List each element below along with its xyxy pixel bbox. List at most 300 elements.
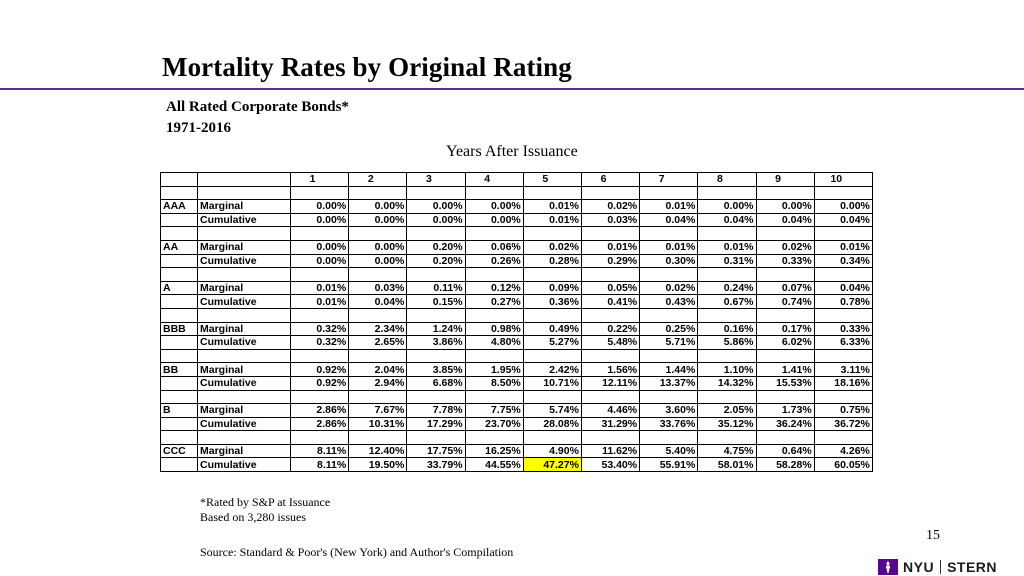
logo-separator — [940, 560, 941, 574]
rate-cell: 5.71% — [640, 336, 698, 350]
source-note: Source: Standard & Poor's (New York) and Author's Compilation — [200, 545, 514, 559]
rate-cell: 0.01% — [640, 240, 698, 254]
table-period: 1971-2016 — [166, 120, 231, 136]
rate-cell: 0.24% — [698, 281, 756, 295]
rate-cell: 0.01% — [291, 295, 349, 309]
empty-cell — [698, 390, 756, 404]
rate-cell: 0.00% — [349, 254, 407, 268]
rate-cell: 4.26% — [814, 444, 872, 458]
spacer-row — [161, 227, 873, 241]
empty-cell — [814, 186, 872, 200]
rate-cell: 0.41% — [581, 295, 639, 309]
empty-cell — [198, 431, 291, 445]
rate-cell: 0.22% — [581, 322, 639, 336]
empty-cell — [291, 390, 349, 404]
rate-cell: 0.33% — [756, 254, 814, 268]
rate-cell: 0.12% — [465, 281, 523, 295]
rate-type-cell: Cumulative — [198, 213, 291, 227]
rate-cell: 0.00% — [465, 213, 523, 227]
empty-cell — [349, 268, 407, 282]
table-row — [161, 213, 873, 227]
empty-cell — [161, 431, 198, 445]
empty-cell — [814, 390, 872, 404]
rate-type-cell: Cumulative — [198, 376, 291, 390]
empty-cell — [407, 431, 465, 445]
rate-cell: 0.01% — [640, 200, 698, 214]
empty-cell — [465, 186, 523, 200]
rate-cell: 0.09% — [523, 281, 581, 295]
rate-cell: 1.10% — [698, 363, 756, 377]
rate-type-cell: Cumulative — [198, 417, 291, 431]
empty-cell — [581, 268, 639, 282]
spacer-row — [161, 186, 873, 200]
rate-cell: 7.75% — [465, 404, 523, 418]
slide-title: Mortality Rates by Original Rating — [162, 52, 572, 82]
rate-cell: 7.78% — [407, 404, 465, 418]
table-row — [161, 404, 873, 418]
empty-cell — [756, 186, 814, 200]
rate-cell: 1.95% — [465, 363, 523, 377]
empty-cell — [698, 186, 756, 200]
empty-cell — [756, 431, 814, 445]
rate-cell: 0.30% — [640, 254, 698, 268]
rate-cell: 0.33% — [814, 322, 872, 336]
empty-cell — [640, 186, 698, 200]
year-header: 7 — [640, 173, 698, 187]
rate-cell: 0.29% — [581, 254, 639, 268]
rate-cell: 0.00% — [291, 200, 349, 214]
rate-cell: 2.34% — [349, 322, 407, 336]
rate-cell: 15.53% — [756, 376, 814, 390]
rate-cell: 0.49% — [523, 322, 581, 336]
empty-cell — [291, 349, 349, 363]
rate-cell: 5.27% — [523, 336, 581, 350]
empty-cell — [198, 227, 291, 241]
rate-cell: 0.04% — [349, 295, 407, 309]
rate-cell: 0.31% — [698, 254, 756, 268]
rate-cell: 0.00% — [407, 213, 465, 227]
rate-cell: 0.01% — [291, 281, 349, 295]
empty-cell — [698, 349, 756, 363]
rate-type-cell: Cumulative — [198, 295, 291, 309]
rate-cell: 53.40% — [581, 458, 639, 472]
rate-cell: 4.75% — [698, 444, 756, 458]
rate-cell: 0.06% — [465, 240, 523, 254]
rate-cell: 0.25% — [640, 322, 698, 336]
year-header: 9 — [756, 173, 814, 187]
rate-cell: 23.70% — [465, 417, 523, 431]
rate-cell: 0.01% — [523, 200, 581, 214]
rate-cell: 4.46% — [581, 404, 639, 418]
rate-cell: 0.00% — [814, 200, 872, 214]
empty-cell — [465, 227, 523, 241]
rate-cell: 1.41% — [756, 363, 814, 377]
rate-cell: 10.31% — [349, 417, 407, 431]
rate-cell: 0.92% — [291, 363, 349, 377]
rating-cell — [161, 336, 198, 350]
rate-cell: 5.40% — [640, 444, 698, 458]
rate-cell: 0.05% — [581, 281, 639, 295]
rate-cell: 0.98% — [465, 322, 523, 336]
rate-cell: 12.11% — [581, 376, 639, 390]
rate-type-cell: Marginal — [198, 404, 291, 418]
rate-cell: 0.00% — [756, 200, 814, 214]
rate-cell: 0.36% — [523, 295, 581, 309]
rate-cell: 3.86% — [407, 336, 465, 350]
rate-type-cell: Marginal — [198, 322, 291, 336]
empty-cell — [465, 308, 523, 322]
rate-cell: 0.20% — [407, 240, 465, 254]
year-header: 6 — [581, 173, 639, 187]
rate-cell: 0.04% — [814, 213, 872, 227]
spacer-row — [161, 390, 873, 404]
rate-cell: 0.92% — [291, 376, 349, 390]
empty-cell — [581, 431, 639, 445]
rate-cell: 10.71% — [523, 376, 581, 390]
year-header: 5 — [523, 173, 581, 187]
rating-cell: AAA — [161, 200, 198, 214]
table-row — [161, 444, 873, 458]
rate-cell: 0.02% — [640, 281, 698, 295]
logo-stern-text: STERN — [947, 559, 998, 575]
empty-cell — [640, 390, 698, 404]
rate-type-cell: Marginal — [198, 444, 291, 458]
rate-cell: 0.32% — [291, 322, 349, 336]
empty-cell — [161, 308, 198, 322]
table-row — [161, 376, 873, 390]
rate-cell: 2.86% — [291, 404, 349, 418]
rate-cell: 0.00% — [698, 200, 756, 214]
table-row — [161, 322, 873, 336]
rate-cell: 6.68% — [407, 376, 465, 390]
rate-cell: 14.32% — [698, 376, 756, 390]
rate-cell: 4.90% — [523, 444, 581, 458]
mortality-table — [160, 172, 873, 472]
empty-cell — [161, 349, 198, 363]
rate-type-cell: Cumulative — [198, 254, 291, 268]
rate-cell: 6.33% — [814, 336, 872, 350]
rate-type-cell: Marginal — [198, 240, 291, 254]
rating-cell — [161, 213, 198, 227]
empty-cell — [640, 349, 698, 363]
year-header: 2 — [349, 173, 407, 187]
rate-type-cell: Marginal — [198, 200, 291, 214]
empty-cell — [407, 268, 465, 282]
empty-cell — [407, 349, 465, 363]
empty-cell — [814, 431, 872, 445]
rate-cell: 5.74% — [523, 404, 581, 418]
empty-cell — [523, 431, 581, 445]
empty-cell — [814, 268, 872, 282]
rate-cell: 0.28% — [523, 254, 581, 268]
rate-cell: 33.76% — [640, 417, 698, 431]
empty-cell — [581, 227, 639, 241]
year-header: 3 — [407, 173, 465, 187]
rate-cell: 17.75% — [407, 444, 465, 458]
rate-cell: 2.04% — [349, 363, 407, 377]
rate-cell: 0.17% — [756, 322, 814, 336]
rating-cell: CCC — [161, 444, 198, 458]
empty-cell — [756, 390, 814, 404]
spacer-row — [161, 308, 873, 322]
empty-cell — [291, 308, 349, 322]
rate-cell: 16.25% — [465, 444, 523, 458]
empty-cell — [161, 268, 198, 282]
table-row — [161, 336, 873, 350]
rate-cell: 33.79% — [407, 458, 465, 472]
rate-cell: 0.34% — [814, 254, 872, 268]
rate-cell: 11.62% — [581, 444, 639, 458]
rate-cell: 0.07% — [756, 281, 814, 295]
empty-cell — [198, 186, 291, 200]
empty-cell — [291, 227, 349, 241]
rate-cell: 3.60% — [640, 404, 698, 418]
rate-cell: 0.78% — [814, 295, 872, 309]
table-row — [161, 417, 873, 431]
rate-cell: 31.29% — [581, 417, 639, 431]
rate-cell: 0.00% — [291, 240, 349, 254]
empty-cell — [698, 268, 756, 282]
empty-cell — [161, 390, 198, 404]
empty-cell — [198, 390, 291, 404]
rate-cell: 0.74% — [756, 295, 814, 309]
rate-cell: 12.40% — [349, 444, 407, 458]
rate-cell: 8.11% — [291, 458, 349, 472]
rate-cell: 0.20% — [407, 254, 465, 268]
table-row — [161, 363, 873, 377]
year-header: 8 — [698, 173, 756, 187]
rating-cell — [161, 376, 198, 390]
empty-cell — [640, 431, 698, 445]
rate-cell: 44.55% — [465, 458, 523, 472]
rating-cell — [161, 417, 198, 431]
rate-cell: 0.67% — [698, 295, 756, 309]
rate-cell: 2.42% — [523, 363, 581, 377]
rate-cell: 1.73% — [756, 404, 814, 418]
spacer-row — [161, 268, 873, 282]
rate-cell: 0.11% — [407, 281, 465, 295]
rate-type-cell: Marginal — [198, 363, 291, 377]
rate-cell: 0.00% — [291, 254, 349, 268]
rate-cell: 35.12% — [698, 417, 756, 431]
rate-cell: 1.44% — [640, 363, 698, 377]
footnote-issue-count: Based on 3,280 issues — [200, 510, 306, 524]
empty-cell — [198, 308, 291, 322]
empty-cell — [198, 268, 291, 282]
rating-cell: BBB — [161, 322, 198, 336]
spacer-row — [161, 349, 873, 363]
empty-cell — [756, 227, 814, 241]
empty-cell — [523, 268, 581, 282]
logo-nyu-text: NYU — [903, 559, 935, 575]
rate-cell: 0.15% — [407, 295, 465, 309]
rate-cell: 0.02% — [523, 240, 581, 254]
empty-cell — [407, 390, 465, 404]
rating-cell: A — [161, 281, 198, 295]
rate-cell: 0.04% — [814, 281, 872, 295]
empty-cell — [523, 308, 581, 322]
rate-cell: 0.02% — [581, 200, 639, 214]
rate-cell: 58.01% — [698, 458, 756, 472]
empty-cell — [465, 349, 523, 363]
rate-type-cell: Cumulative — [198, 458, 291, 472]
years-axis-label: Years After Issuance — [446, 143, 578, 160]
rate-cell: 0.01% — [523, 213, 581, 227]
rate-cell: 0.00% — [465, 200, 523, 214]
rate-cell: 55.91% — [640, 458, 698, 472]
rate-cell: 6.02% — [756, 336, 814, 350]
rating-cell — [161, 254, 198, 268]
empty-cell — [640, 227, 698, 241]
rating-cell — [161, 458, 198, 472]
empty-cell — [349, 227, 407, 241]
empty-cell — [349, 186, 407, 200]
rate-cell: 8.11% — [291, 444, 349, 458]
empty-cell — [349, 390, 407, 404]
rate-cell: 0.00% — [349, 240, 407, 254]
rate-cell: 5.86% — [698, 336, 756, 350]
table-row — [161, 200, 873, 214]
rate-cell: 19.50% — [349, 458, 407, 472]
rating-cell: AA — [161, 240, 198, 254]
empty-cell — [523, 349, 581, 363]
rate-cell: 0.32% — [291, 336, 349, 350]
rate-type-cell: Cumulative — [198, 336, 291, 350]
table-row — [161, 458, 873, 472]
rate-cell: 2.05% — [698, 404, 756, 418]
empty-cell — [465, 431, 523, 445]
nyu-stern-logo — [878, 558, 997, 576]
rate-cell: 0.04% — [640, 213, 698, 227]
empty-cell — [640, 268, 698, 282]
mortality-table-body — [161, 173, 873, 472]
rate-cell: 13.37% — [640, 376, 698, 390]
empty-cell — [814, 227, 872, 241]
rate-cell: 2.94% — [349, 376, 407, 390]
rating-cell: BB — [161, 363, 198, 377]
empty-cell — [291, 268, 349, 282]
page-number: 15 — [926, 528, 940, 543]
rate-cell: 18.16% — [814, 376, 872, 390]
rate-cell: 0.00% — [291, 213, 349, 227]
header-blank-cell — [161, 173, 198, 187]
table-row — [161, 281, 873, 295]
empty-cell — [407, 308, 465, 322]
rate-cell: 36.72% — [814, 417, 872, 431]
empty-cell — [698, 431, 756, 445]
table-row — [161, 254, 873, 268]
rate-cell: 3.85% — [407, 363, 465, 377]
empty-cell — [756, 349, 814, 363]
empty-cell — [756, 308, 814, 322]
year-header: 1 — [291, 173, 349, 187]
rate-cell: 0.02% — [756, 240, 814, 254]
empty-cell — [349, 349, 407, 363]
empty-cell — [465, 268, 523, 282]
rate-cell: 4.80% — [465, 336, 523, 350]
footnote-rated-by: *Rated by S&P at Issuance — [200, 495, 331, 509]
table-subtitle: All Rated Corporate Bonds* — [166, 99, 349, 115]
empty-cell — [581, 349, 639, 363]
rate-cell: 0.04% — [756, 213, 814, 227]
rate-cell: 0.16% — [698, 322, 756, 336]
empty-cell — [349, 431, 407, 445]
rate-cell: 0.00% — [407, 200, 465, 214]
empty-cell — [756, 268, 814, 282]
rate-cell: 7.67% — [349, 404, 407, 418]
empty-cell — [581, 186, 639, 200]
empty-cell — [291, 431, 349, 445]
year-header: 10 — [814, 173, 872, 187]
table-row — [161, 295, 873, 309]
title-divider — [0, 88, 1024, 90]
rate-cell: 0.64% — [756, 444, 814, 458]
rate-cell: 17.29% — [407, 417, 465, 431]
empty-cell — [523, 227, 581, 241]
empty-cell — [640, 308, 698, 322]
rate-cell: 0.26% — [465, 254, 523, 268]
rate-cell: 0.03% — [349, 281, 407, 295]
rate-cell: 1.24% — [407, 322, 465, 336]
highlighted-rate-cell: 47.27% — [523, 458, 581, 472]
rate-cell: 0.00% — [349, 200, 407, 214]
year-header: 4 — [465, 173, 523, 187]
empty-cell — [698, 308, 756, 322]
empty-cell — [581, 390, 639, 404]
rate-cell: 2.65% — [349, 336, 407, 350]
rate-cell: 0.03% — [581, 213, 639, 227]
rate-cell: 36.24% — [756, 417, 814, 431]
rate-cell: 8.50% — [465, 376, 523, 390]
rate-cell: 0.43% — [640, 295, 698, 309]
rate-cell: 0.75% — [814, 404, 872, 418]
rate-cell: 28.08% — [523, 417, 581, 431]
empty-cell — [198, 349, 291, 363]
empty-cell — [523, 186, 581, 200]
rate-cell: 0.01% — [814, 240, 872, 254]
header-blank-cell — [198, 173, 291, 187]
rate-cell: 0.04% — [698, 213, 756, 227]
empty-cell — [407, 227, 465, 241]
empty-cell — [698, 227, 756, 241]
torch-icon — [878, 559, 898, 575]
empty-cell — [291, 186, 349, 200]
rate-cell: 0.00% — [349, 213, 407, 227]
rate-type-cell: Marginal — [198, 281, 291, 295]
empty-cell — [349, 308, 407, 322]
empty-cell — [814, 308, 872, 322]
rating-cell — [161, 295, 198, 309]
rate-cell: 60.05% — [814, 458, 872, 472]
empty-cell — [814, 349, 872, 363]
rate-cell: 1.56% — [581, 363, 639, 377]
empty-cell — [523, 390, 581, 404]
rating-cell: B — [161, 404, 198, 418]
empty-cell — [465, 390, 523, 404]
header-row — [161, 173, 873, 187]
rate-cell: 5.48% — [581, 336, 639, 350]
rate-cell: 3.11% — [814, 363, 872, 377]
rate-cell: 0.01% — [581, 240, 639, 254]
empty-cell — [581, 308, 639, 322]
rate-cell: 0.01% — [698, 240, 756, 254]
rate-cell: 2.86% — [291, 417, 349, 431]
spacer-row — [161, 431, 873, 445]
empty-cell — [407, 186, 465, 200]
rate-cell: 58.28% — [756, 458, 814, 472]
empty-cell — [161, 227, 198, 241]
rate-cell: 0.27% — [465, 295, 523, 309]
